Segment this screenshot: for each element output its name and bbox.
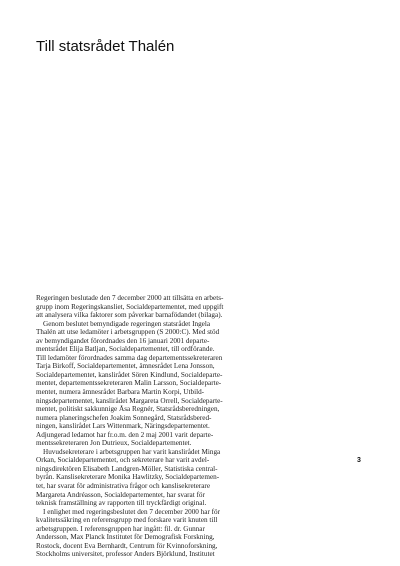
text-line: numera planeringschefen Joakim Sonnegård, Statsrådsbered-: [36, 413, 212, 422]
page-title: Till statsrådet Thalén: [36, 38, 175, 55]
page-number: 3: [357, 457, 361, 464]
text-line: grupp inom Regeringskansliet, Socialdepartementet, med uppgift: [36, 302, 224, 311]
paragraph-4: [36, 508, 268, 559]
text-line: att analysera vilka faktorer som påverkar barnafödandet (bilaga).: [36, 311, 223, 320]
text-line: ningsdepartementet, kanslirådet Margareta Orrell, Socialdeparte-: [36, 396, 223, 405]
text-line: mentet, departementssekreteraren Malin Larsson, Socialdeparte-: [36, 379, 222, 388]
text-line: Regeringen beslutade den 7 december 2000 att tillsätta en arbets-: [36, 294, 224, 302]
text-line: Margareta Andréasson, Socialdepartementet, har svarat för: [36, 490, 205, 499]
text-line: teknisk framställning av rapporten till tryckfärdigt original.: [36, 499, 207, 508]
text-line: Rostock, docent Eva Bernhardt, Centrum för Kvinnoforskning,: [36, 541, 218, 550]
text-line: Stockholms universitet, professor Anders Björklund, Institutet: [36, 550, 215, 559]
paragraph-1: [36, 294, 268, 320]
letter-body: [36, 294, 268, 559]
text-line: Socialdepartementet, kanslirådet Sören Kindlund, Socialdeparte-: [36, 370, 223, 379]
text-line: Adjungerad ledamot har fr.o.m. den 2 maj 2001 varit departe-: [36, 430, 214, 439]
text-line: kvalitetssäkring en referensgrupp med forskare varit knuten till: [36, 516, 218, 525]
text-line: ningsdirektören Elisabeth Landgren-Möller, Statistiska central-: [36, 464, 218, 473]
text-line: tet, har svarat för administrativa frågor och kanslisekreterare: [36, 482, 211, 491]
text-line: Till ledamöter förordnades samma dag departementssekreteraren: [36, 353, 223, 362]
paragraph-2: [36, 320, 268, 448]
text-line: Genom beslutet bemyndigade regeringen statsrådet Ingela: [43, 319, 211, 328]
text-line: ningen, kanslirådet Lars Wittenmark, Näringsdepartementet.: [36, 422, 210, 431]
text-line: mentssekreteraren Jon Dutrieux, Socialdepartementet.: [36, 439, 192, 448]
text-line: I enlighet med regeringsbeslutet den 7 december 2000 har för: [43, 507, 221, 516]
text-line: Thalén att utse ledamöter i arbetsgruppen (S 2000:C). Med stöd: [36, 328, 220, 337]
text-line: mentsrådet Elija Batljan, Socialdepartementet, till ordförande.: [36, 345, 215, 354]
text-line: Orkan, Socialdepartementet, och sekreterare har varit avdel-: [36, 456, 210, 465]
text-line: mentet, politiskt sakkunnige Åsa Regnér, Statsrådsberedningen,: [36, 405, 220, 414]
text-line: Huvudsekreterare i arbetsgruppen har varit kanslirådet Minga: [43, 447, 221, 456]
text-line: byrån. Kanslisekreterare Monika Hawlitzky, Socialdepartemen-: [36, 473, 220, 482]
text-line: mentet, numera ämnesrådet Barbara Martin Korpi, Utbild-: [36, 388, 205, 397]
paragraph-3: [36, 448, 268, 508]
text-line: av bemyndigandet förordnades den 16 januari 2001 departe-: [36, 336, 210, 345]
text-line: Tarja Birkoff, Socialdepartementet, ämnesrådet Lena Jonsson,: [36, 362, 215, 371]
text-line: arbetsgruppen. I referensgruppen har ingått: fil. dr. Gunnar: [36, 524, 205, 533]
text-line: Andersson, Max Planck Institutet för Demografisk Forskning,: [36, 533, 215, 542]
